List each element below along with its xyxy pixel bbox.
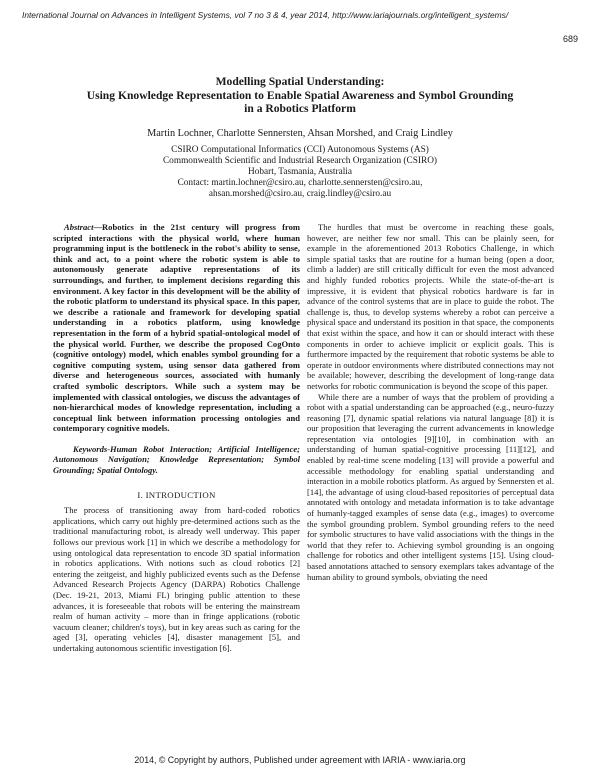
right-paragraph-2: While there are a number of ways that the problem of providing a robot with a spatial understanding can be approached (e.g., neuro-fuzzy reasoning [7], dynamic spatial relations via natural language [8]) it is our proposition that leveraging the current advancements in knowledge representation via ontologies [9][10], in combination with an understanding of human spatial-cognitive processing [11][12], and enabled by real-time scene modeling [13] will provide a powerful and accessible methodology for enabling spatial understanding and interaction in a mobile robotics platform. As argued by Sennersten et al. [14], the advantage of using cloud-based repositories of perceptual data annotated with ontology and metadata information is to take advantage of humanly-tagged examples of sense data (e.g., images) to overcome the symbol grounding problem. Symbol grounding refers to the need for symbolic structures to have valid associations with the things in the world that they refer to. Achieving symbol grounding is an ongoing challenge for robotics and other intelligent systems [15]. Using cloud-based annotations attached to sensory exemplars takes advantage of the human ability to ground symbols, obviating the need bbox=[307, 391, 554, 582]
affiliation-line-1: CSIRO Computational Informatics (CCI) Autonomous Systems (AS) bbox=[171, 145, 429, 155]
keywords: Keywords-Human Robot Interaction; Artificial Intelligence; Autonomous Navigation; Knowledge Representation; Symbol Grounding; Spatial Ontology. bbox=[53, 443, 300, 476]
journal-header: International Journal on Advances in Intelligent Systems, vol 7 no 3 & 4, year 2014, http://www.iariajournals.org/intelligent_systems/ bbox=[22, 10, 509, 20]
affiliation-line-2: Commonwealth Scientific and Industrial Research Organization (CSIRO) bbox=[162, 156, 438, 167]
contact-line-1: Contact: martin.lochner@csiro.au, charlotte.sennersten@csiro.au, bbox=[177, 178, 423, 189]
affiliation-line-3: Hobart, Tasmania, Australia bbox=[248, 167, 352, 178]
copyright-footer: 2014, © Copyright by authors, Published under agreement with IARIA - www.iaria.org bbox=[134, 755, 466, 765]
paper-title bbox=[70, 75, 530, 116]
section-heading-introduction: I. INTRODUCTION bbox=[137, 489, 216, 500]
title-line-2: Using Knowledge Representation to Enable Spatial Awareness and Symbol Grounding bbox=[86, 88, 514, 102]
left-column bbox=[53, 222, 300, 654]
title-line-3: in a Robotics Platform bbox=[244, 102, 356, 115]
intro-paragraph-1: The process of transitioning away from hard-coded robotics applications, which carry out highly pre-determined actions such as the traditional manufacturing robot, is already well underway. This paper follows our previous work [1] in which we describe a methodology for using ontological data representation to encode 3D spatial information in robotics applications. With notions such as cloud robotics [2] entering the zeitgeist, and highly publicized events such as the Defense Advanced Research Projects Agency (DARPA) Robotics Challenge (Dec. 19-21, 2013, Miami FL) bringing public attention to these advances, it is foreseeable that robots will be entering the mainstream realm of human activity – more than in fringe applications (robotic vacuum cleaner; children's toys), but in key areas such as caring for the aged [3], operating vehicles [4], disaster management [5], and undertaking autonomous scientific investigation [6]. bbox=[53, 505, 300, 653]
abstract bbox=[53, 222, 300, 434]
contact-line-2: ahsan.morshed@csiro.au, craig.lindley@csiro.au bbox=[208, 189, 392, 200]
right-paragraph-1: The hurdles that must be overcome in reaching these goals, however, are neither few nor small. This can be plainly seen, for example in the aforementioned 2013 Robotics Challenge, in which simple spatial tasks that are routine for a human being (open a door, climb a ladder) are still critically difficult for even the most advanced and highly funded robotics projects. While the state-of-the-art is impressive, it is evident that physical robotics hardware is far in advance of the control systems that are in place to guide the robot. The challenge is, thus, to develop systems whereby a robot can perceive a physical space and understand its position in that space, the components that exist within the space, and how it can or should interact with these components in order to achieve implicit or explicit goals. This is furthermore impacted by the requirement that robotic systems be able to operate in outdoor environments where distributed connections may not be available; however, describing the development of long-range data networks for robotic communication is beyond the scope of this paper. bbox=[307, 222, 554, 391]
right-column bbox=[307, 222, 554, 582]
affiliation-block bbox=[60, 145, 540, 200]
title-line-1: Modelling Spatial Understanding: bbox=[215, 75, 385, 88]
author-list: Martin Lochner, Charlotte Sennersten, Ahsan Morshed, and Craig Lindley bbox=[147, 128, 453, 139]
page-number: 689 bbox=[562, 34, 578, 44]
abstract-label: Abstract bbox=[64, 222, 94, 232]
abstract-text: —Robotics in the 21st century will progress from scripted interactions with the physical world, where human programming input is the bottleneck in the robot's ability to sense, think and act, to a point where the robotic system is able to autonomously generate adaptive representations of its surroundings, and further, to implement decisions regarding this environment. A key factor in this development will be the ability of the robotic platform to understand its physical space. In this paper, we describe a rationale and framework for developing spatial understanding in a robotics platform, using knowledge representation in the form of a hybrid spatial-ontological model of the physical world. Further, we describe the proposed CogOnto (cognitive ontology) model, which enables symbol grounding for a cognitive computing system, using sensor data gathered from diverse and heterogeneous sources, associated with humanly crafted symbolic descriptors. While such a system may be implemented with classical ontologies, we discuss the advantages of non-hierarchical modes of knowledge representation, including a conceptual link between information processing ontologies and contemporary cognitive models. bbox=[53, 222, 300, 434]
